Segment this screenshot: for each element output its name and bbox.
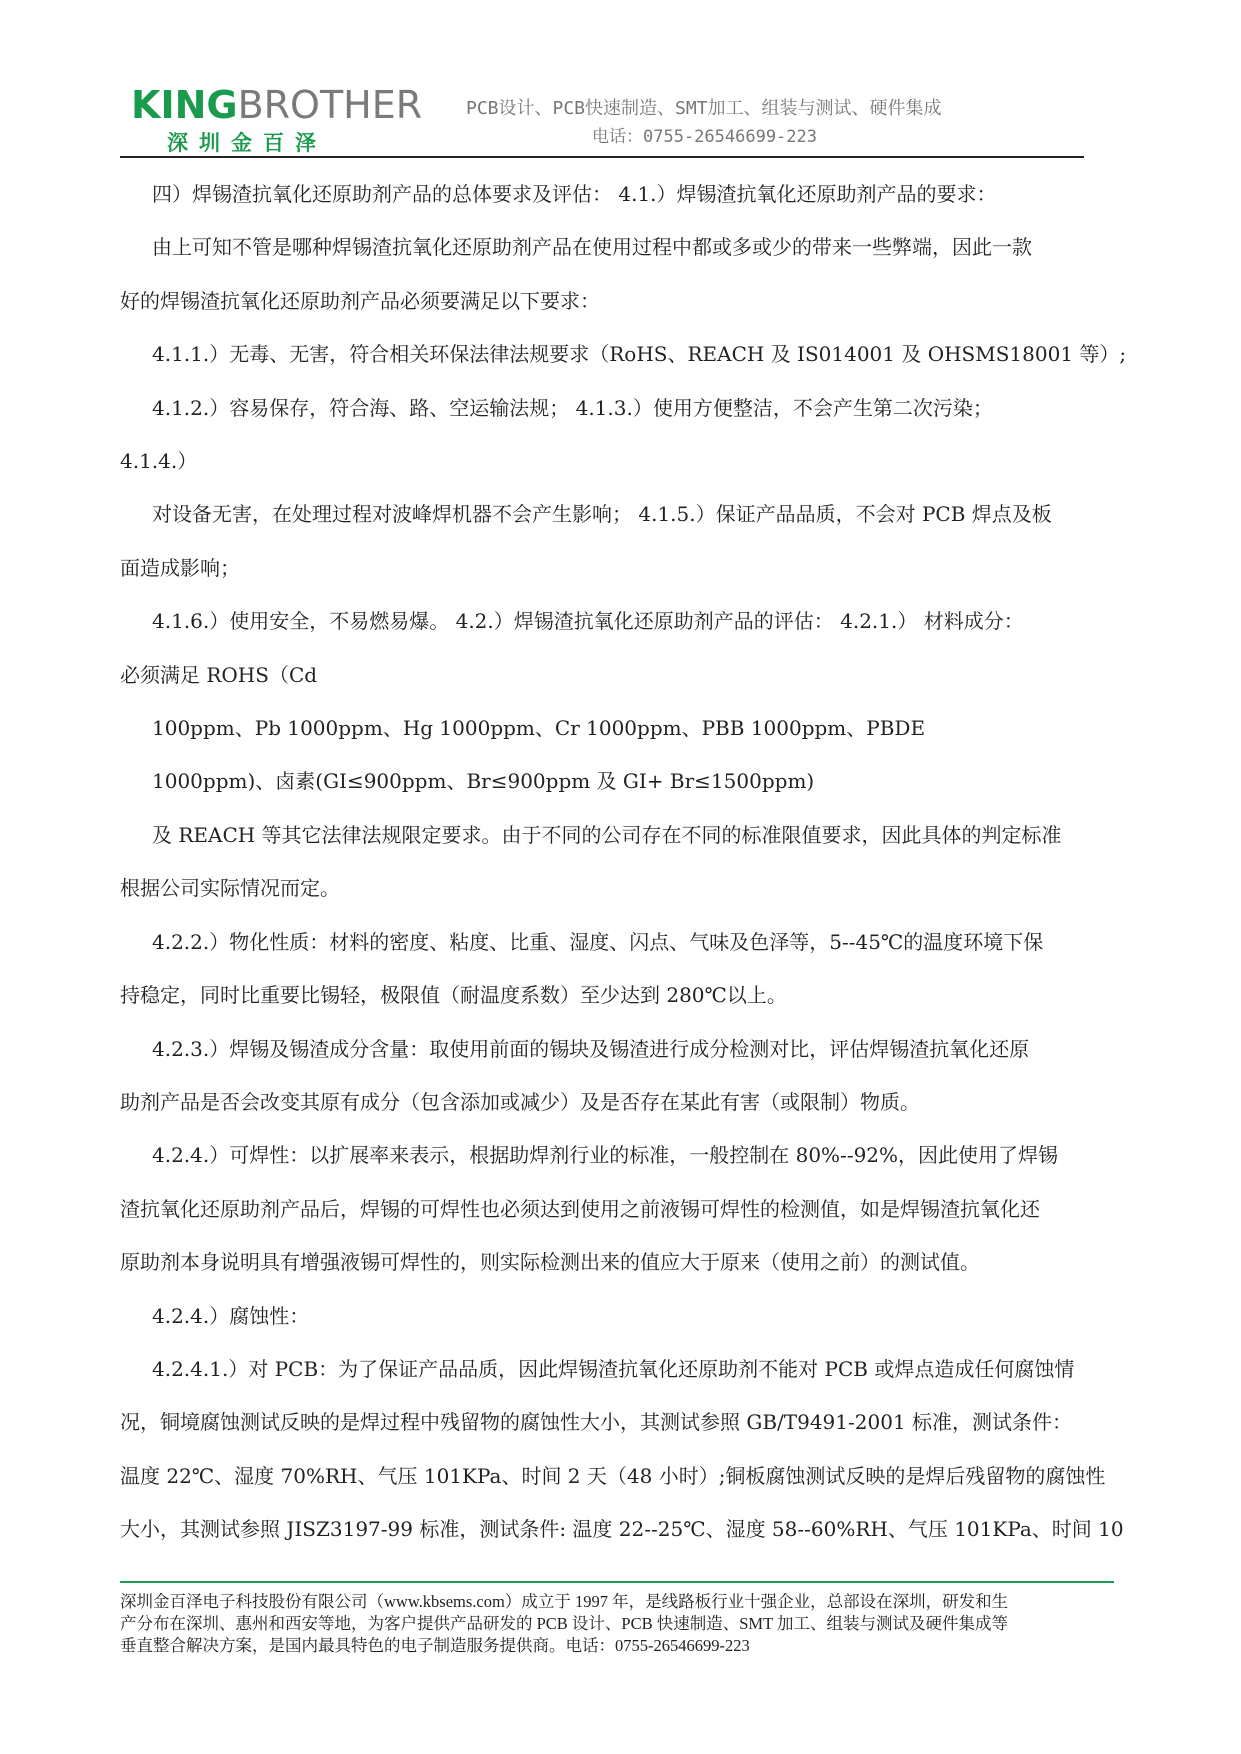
header-phone: 电话：0755-26546699-223 — [592, 127, 817, 147]
body-line: 4.1.1.）无毒、无害，符合相关环保法律法规要求（RoHS、REACH 及 IS014001 及 OHSMS18001 等）; — [152, 342, 1127, 367]
footer-line: 产分布在深圳、惠州和西安等地，为客户提供产品研发的 PCB 设计、PCB 快速制造、SMT 加工、组装与测试及硬件集成等 — [120, 1614, 1009, 1633]
body-line: 根据公司实际情况而定。 — [120, 876, 340, 901]
body-line: 大小，其测试参照 JISZ3197-99 标准，测试条件: 温度 22--25℃、湿度 58--60%RH、气压 101KPa、时间 10 — [120, 1517, 1124, 1542]
header-divider — [120, 156, 1084, 158]
body-line: 由上可知不管是哪种焊锡渣抗氧化还原助剂产品在使用过程中都或多或少的带来一些弊端，因此一款 — [152, 235, 1032, 260]
body-line: 4.2.4.）可焊性：以扩展率来表示，根据助焊剂行业的标准，一般控制在 80%--92%，因此使用了焊锡 — [152, 1143, 1059, 1168]
footer-company-info — [120, 1591, 1120, 1657]
body-line: 原助剂本身说明具有增强液锡可焊性的，则实际检测出来的值应大于原来（使用之前）的测试值。 — [120, 1250, 980, 1275]
company-logo — [131, 83, 423, 155]
body-line: 必须满足 ROHS（Cd — [120, 662, 318, 687]
body-line: 4.1.4.） — [120, 449, 198, 474]
footer-line: 垂直整合解决方案，是国内最具特色的电子制造服务提供商。电话：0755-26546699-223 — [120, 1636, 750, 1655]
body-line: 1000ppm)、卤素(GI≤900ppm、Br≤900ppm 及 GI+ Br≤1500ppm) — [152, 769, 815, 794]
header-tagline: PCB设计、PCB快速制造、SMT加工、组装与测试、硬件集成 — [466, 98, 942, 119]
body-line: 4.2.4.1.）对 PCB：为了保证产品品质，因此焊锡渣抗氧化还原助剂不能对 PCB 或焊点造成任何腐蚀情 — [152, 1356, 1075, 1381]
body-line: 4.1.6.）使用安全，不易燃易爆。 4.2.）焊锡渣抗氧化还原助剂产品的评估： 4.2.1.） 材料成分： — [152, 609, 1024, 634]
body-line: 持稳定，同时比重要比锡轻，极限值（耐温度系数）至少达到 280℃以上。 — [120, 983, 787, 1008]
footer-divider — [120, 1581, 1114, 1583]
body-line: 温度 22℃、湿度 70%RH、气压 101KPa、时间 2 天（48 小时）;铜板腐蚀测试反映的是焊后残留物的腐蚀性 — [120, 1463, 1106, 1488]
logo-wordmark: KINGBROTHER — [131, 83, 423, 127]
body-line: 100ppm、Pb 1000ppm、Hg 1000ppm、Cr 1000ppm、PBB 1000ppm、PBDE — [152, 716, 926, 741]
body-line: 对设备无害，在处理过程对波峰焊机器不会产生影响； 4.1.5.）保证产品品质，不会对 PCB 焊点及板 — [152, 502, 1052, 527]
body-line: 渣抗氧化还原助剂产品后，焊锡的可焊性也必须达到使用之前液锡可焊性的检测值，如是焊锡渣抗氧化还 — [120, 1196, 1040, 1221]
body-line: 4.2.3.）焊锡及锡渣成分含量：取使用前面的锡块及锡渣进行成分检测对比，评估焊锡渣抗氧化还原 — [152, 1036, 1030, 1061]
body-line: 四）焊锡渣抗氧化还原助剂产品的总体要求及评估： 4.1.）焊锡渣抗氧化还原助剂产品的要求： — [152, 182, 997, 206]
document-body — [120, 168, 1136, 1557]
body-line: 况，铜境腐蚀测试反映的是焊过程中残留物的腐蚀性大小，其测试参照 GB/T9491-2001 标准，测试条件： — [120, 1410, 1073, 1435]
body-line: 及 REACH 等其它法律法规限定要求。由于不同的公司存在不同的标准限值要求，因此具体的判定标准 — [152, 822, 1062, 847]
body-line: 4.1.2.）容易保存，符合海、路、空运输法规； 4.1.3.）使用方便整洁，不会产生第二次污染； — [152, 395, 993, 420]
footer-line: 深圳金百泽电子科技股份有限公司（www.kbsems.com）成立于 1997 年，是线路板行业十强企业，总部设在深圳，研发和生 — [120, 1592, 1009, 1611]
logo-chinese-name: 深圳金百泽 — [167, 131, 327, 155]
body-line: 助剂产品是否会改变其原有成分（包含添加或减少）及是否存在某此有害（或限制）物质。 — [120, 1089, 920, 1114]
body-line: 面造成影响； — [120, 555, 240, 580]
body-line: 4.2.2.）物化性质：材料的密度、粘度、比重、湿度、闪点、气味及色泽等，5--45℃的温度环境下保 — [152, 929, 1044, 954]
body-line: 好的焊锡渣抗氧化还原助剂产品必须要满足以下要求： — [120, 288, 600, 313]
body-line: 4.2.4.）腐蚀性： — [152, 1303, 310, 1328]
